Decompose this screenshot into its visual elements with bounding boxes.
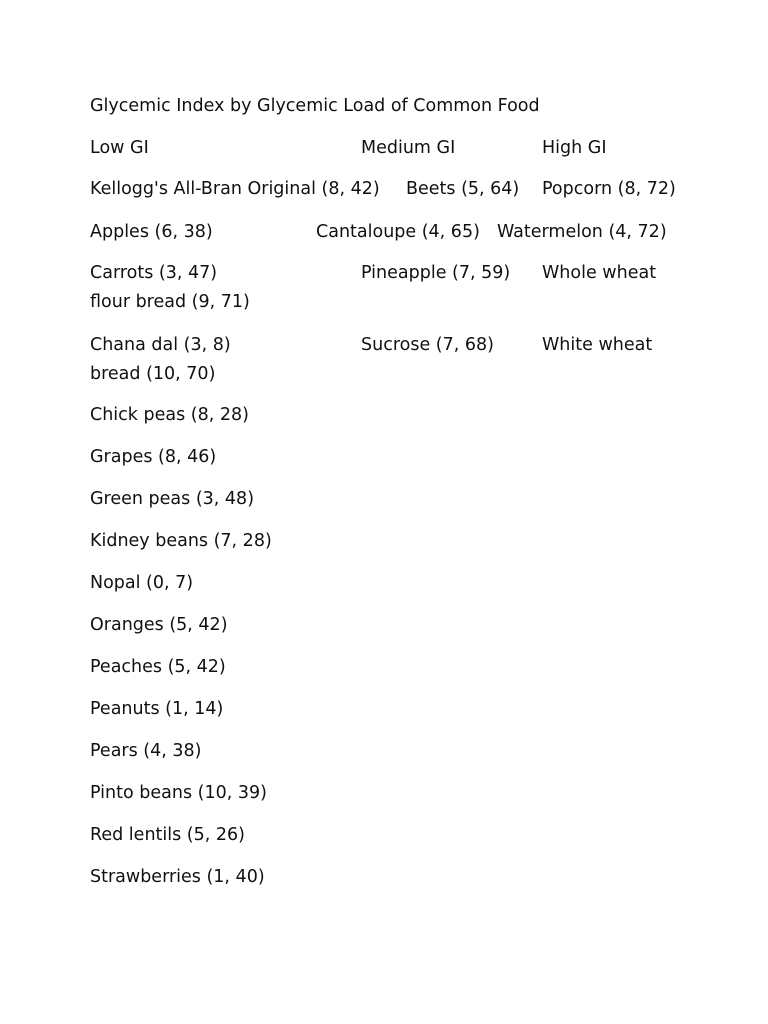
document-title: Glycemic Index by Glycemic Load of Common Food — [90, 96, 540, 116]
low-list-item: Nopal (0, 7) — [90, 573, 194, 593]
row-4-medium: Sucrose (7, 68) — [361, 335, 494, 355]
row-2-low: Apples (6, 38) — [90, 222, 213, 242]
row-4-low: Chana dal (3, 8) — [90, 335, 231, 355]
low-list-item: Peaches (5, 42) — [90, 657, 226, 677]
row-3-high-wrap: flour bread (9, 71) — [90, 292, 250, 312]
low-list-item: Pinto beans (10, 39) — [90, 783, 267, 803]
low-list-item: Green peas (3, 48) — [90, 489, 255, 509]
row-4-high-wrap: bread (10, 70) — [90, 364, 216, 384]
low-list-item: Red lentils (5, 26) — [90, 825, 245, 845]
row-3-medium: Pineapple (7, 59) — [361, 263, 511, 283]
row-1-high: Popcorn (8, 72) — [542, 179, 676, 199]
row-3-high: Whole wheat — [542, 263, 657, 283]
low-list-item: Oranges (5, 42) — [90, 615, 228, 635]
row-1-low: Kellogg's All-Bran Original (8, 42) — [90, 179, 380, 199]
row-3-low: Carrots (3, 47) — [90, 263, 218, 283]
low-list-item: Pears (4, 38) — [90, 741, 202, 761]
row-1-medium: Beets (5, 64) — [406, 179, 520, 199]
header-high-gi: High GI — [542, 138, 607, 158]
header-low-gi: Low GI — [90, 138, 149, 158]
row-4-high: White wheat — [542, 335, 653, 355]
low-list-item: Chick peas (8, 28) — [90, 405, 249, 425]
header-medium-gi: Medium GI — [361, 138, 456, 158]
row-2-high: Watermelon (4, 72) — [497, 222, 667, 242]
low-list-item: Peanuts (1, 14) — [90, 699, 224, 719]
low-list-item: Strawberries (1, 40) — [90, 867, 265, 887]
low-list-item: Kidney beans (7, 28) — [90, 531, 272, 551]
low-list-item: Grapes (8, 46) — [90, 447, 217, 467]
row-2-medium: Cantaloupe (4, 65) — [316, 222, 480, 242]
